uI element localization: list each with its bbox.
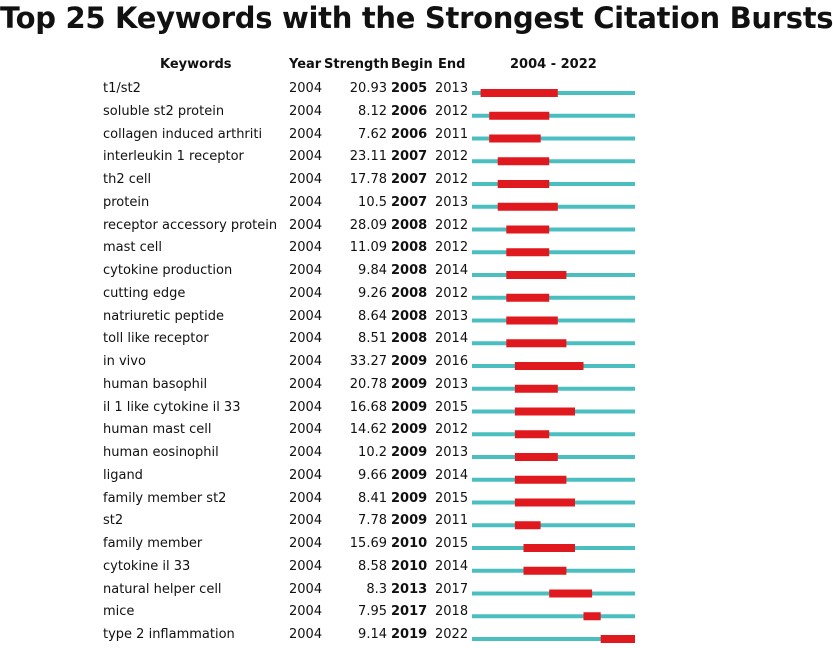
year-cell: 2004 (289, 331, 323, 347)
begin-cell: 2007 (391, 194, 428, 210)
end-cell: 2012 (435, 149, 469, 165)
end-cell: 2012 (435, 172, 469, 187)
keyword-cell: family member (103, 536, 203, 551)
year-cell: 2004 (289, 240, 323, 256)
begin-cell: 2007 (391, 172, 428, 187)
header-strength: Strength (324, 57, 389, 72)
end-cell: 2018 (435, 604, 469, 620)
year-cell: 2004 (289, 536, 323, 551)
keyword-cell: interleukin 1 receptor (103, 149, 244, 165)
begin-cell: 2009 (391, 467, 428, 483)
burst-bar (515, 408, 575, 416)
year-cell: 2004 (289, 354, 323, 369)
begin-cell: 2013 (391, 581, 428, 597)
burst-bar (506, 339, 566, 347)
strength-cell: 11.09 (349, 240, 387, 256)
begin-cell: 2008 (391, 285, 428, 301)
header-timeline: 2004 - 2022 (510, 57, 597, 72)
keyword-cell: ligand (103, 467, 143, 483)
strength-cell: 15.69 (349, 536, 387, 551)
keyword-cell: human basophil (103, 376, 208, 392)
timeline-line (472, 523, 635, 527)
timeline-line (472, 250, 635, 254)
burst-bar (515, 430, 549, 438)
end-cell: 2013 (435, 194, 469, 210)
burst-bar (506, 317, 558, 325)
chart-title: Top 25 Keywords with the Strongest Citation Bursts (0, 1, 833, 35)
strength-cell: 16.68 (349, 399, 387, 415)
keyword-cell: cytokine production (103, 263, 233, 278)
year-cell: 2004 (289, 285, 323, 301)
keyword-cell: cutting edge (103, 285, 186, 301)
keyword-cell: soluble st2 protein (103, 103, 225, 119)
burst-bar (489, 135, 541, 143)
begin-cell: 2008 (391, 217, 428, 233)
keyword-cell: natural helper cell (103, 581, 222, 597)
timeline-line (472, 159, 635, 163)
end-cell: 2011 (435, 513, 469, 529)
year-cell: 2004 (289, 263, 323, 278)
keyword-cell: mice (103, 604, 135, 620)
burst-bar (515, 476, 567, 484)
end-cell: 2013 (435, 376, 469, 392)
begin-cell: 2008 (391, 308, 428, 324)
keyword-cell: in vivo (103, 354, 146, 369)
strength-cell: 10.5 (358, 194, 387, 210)
keyword-cell: protein (103, 194, 150, 210)
strength-cell: 9.66 (358, 467, 387, 483)
burst-bar (506, 226, 549, 234)
begin-cell: 2006 (391, 126, 428, 142)
end-cell: 2016 (435, 354, 469, 369)
begin-cell: 2009 (391, 445, 428, 460)
begin-cell: 2009 (391, 513, 428, 529)
begin-cell: 2010 (391, 558, 428, 574)
keyword-cell: t1/st2 (103, 81, 141, 96)
end-cell: 2011 (435, 126, 469, 142)
burst-bar (601, 635, 635, 643)
begin-cell: 2010 (391, 536, 428, 551)
timeline-line (472, 614, 635, 618)
timeline-line (472, 228, 635, 232)
end-cell: 2013 (435, 308, 469, 324)
strength-cell: 7.95 (358, 604, 387, 620)
begin-cell: 2009 (391, 354, 428, 369)
strength-cell: 9.14 (358, 627, 387, 642)
strength-cell: 8.64 (358, 308, 387, 324)
keyword-cell: natriuretic peptide (103, 308, 225, 324)
year-cell: 2004 (289, 126, 323, 142)
year-cell: 2004 (289, 308, 323, 324)
year-cell: 2004 (289, 490, 323, 506)
year-cell: 2004 (289, 376, 323, 392)
end-cell: 2013 (435, 81, 469, 96)
year-cell: 2004 (289, 558, 323, 574)
burst-bar (498, 157, 550, 165)
strength-cell: 20.78 (349, 376, 387, 392)
timeline-line (472, 296, 635, 300)
year-cell: 2004 (289, 513, 323, 529)
end-cell: 2015 (435, 536, 469, 551)
burst-bar (481, 89, 558, 97)
burst-bar (515, 499, 575, 507)
burst-bar (524, 544, 576, 552)
end-cell: 2014 (435, 263, 469, 278)
begin-cell: 2006 (391, 103, 428, 119)
burst-bar (498, 180, 550, 188)
year-cell: 2004 (289, 399, 323, 415)
timeline-line (472, 182, 635, 186)
year-cell: 2004 (289, 103, 323, 119)
year-cell: 2004 (289, 604, 323, 620)
year-cell: 2004 (289, 217, 323, 233)
keyword-cell: receptor accessory protein (103, 217, 278, 233)
keyword-cell: toll like receptor (103, 331, 209, 347)
end-cell: 2015 (435, 399, 469, 415)
begin-cell: 2008 (391, 240, 428, 256)
strength-cell: 9.84 (358, 263, 387, 278)
strength-cell: 7.78 (358, 513, 387, 529)
end-cell: 2012 (435, 285, 469, 301)
burst-bar (506, 271, 566, 279)
header-year: Year (289, 57, 322, 72)
burst-bar (515, 453, 558, 461)
keyword-cell: il 1 like cytokine il 33 (103, 399, 241, 415)
burst-bar (489, 112, 549, 120)
strength-cell: 10.2 (358, 445, 387, 460)
header-begin: Begin (391, 57, 433, 72)
strength-cell: 8.58 (358, 558, 387, 574)
end-cell: 2022 (435, 627, 469, 642)
end-cell: 2017 (435, 581, 469, 597)
strength-cell: 14.62 (349, 422, 387, 438)
year-cell: 2004 (289, 81, 323, 96)
keyword-cell: mast cell (103, 240, 163, 256)
keyword-cell: human eosinophil (103, 445, 219, 460)
year-cell: 2004 (289, 149, 323, 165)
header-keywords: Keywords (160, 57, 232, 72)
burst-bar (506, 248, 549, 256)
burst-bar (549, 590, 592, 598)
begin-cell: 2007 (391, 149, 428, 165)
burst-bar (506, 294, 549, 302)
begin-cell: 2005 (391, 81, 428, 96)
year-cell: 2004 (289, 194, 323, 210)
year-cell: 2004 (289, 627, 323, 642)
begin-cell: 2019 (391, 627, 428, 642)
strength-cell: 20.93 (349, 81, 387, 96)
end-cell: 2014 (435, 331, 469, 347)
strength-cell: 9.26 (358, 285, 387, 301)
end-cell: 2012 (435, 217, 469, 233)
burst-bar (515, 362, 584, 370)
year-cell: 2004 (289, 172, 323, 187)
year-cell: 2004 (289, 467, 323, 483)
begin-cell: 2008 (391, 331, 428, 347)
burst-bar (515, 521, 541, 529)
begin-cell: 2009 (391, 399, 428, 415)
year-cell: 2004 (289, 422, 323, 438)
end-cell: 2013 (435, 445, 469, 460)
begin-cell: 2009 (391, 376, 428, 392)
keyword-cell: type 2 inflammation (103, 627, 235, 642)
burst-bar (515, 385, 558, 393)
strength-cell: 7.62 (358, 126, 387, 142)
strength-cell: 33.27 (349, 354, 387, 369)
strength-cell: 28.09 (349, 217, 387, 233)
strength-cell: 8.41 (358, 490, 387, 506)
end-cell: 2015 (435, 490, 469, 506)
year-cell: 2004 (289, 445, 323, 460)
end-cell: 2014 (435, 467, 469, 483)
begin-cell: 2017 (391, 604, 428, 620)
burst-bar (524, 567, 567, 575)
burst-bar (584, 612, 601, 620)
strength-cell: 8.51 (358, 331, 387, 347)
strength-cell: 17.78 (349, 172, 387, 187)
burst-bar (498, 203, 558, 211)
header-end: End (438, 57, 466, 72)
strength-cell: 8.3 (366, 581, 387, 597)
begin-cell: 2008 (391, 263, 428, 278)
year-cell: 2004 (289, 581, 323, 597)
timeline-line (472, 432, 635, 436)
begin-cell: 2009 (391, 422, 428, 438)
strength-cell: 8.12 (358, 103, 387, 119)
keyword-cell: human mast cell (103, 422, 212, 438)
end-cell: 2012 (435, 103, 469, 119)
end-cell: 2014 (435, 558, 469, 574)
keyword-cell: st2 (103, 513, 124, 529)
keyword-cell: collagen induced arthriti (103, 126, 263, 142)
strength-cell: 23.11 (349, 149, 387, 165)
end-cell: 2012 (435, 422, 469, 438)
begin-cell: 2009 (391, 490, 428, 506)
end-cell: 2012 (435, 240, 469, 256)
keyword-cell: cytokine il 33 (103, 558, 191, 574)
keyword-cell: th2 cell (103, 172, 152, 187)
keyword-cell: family member st2 (103, 490, 227, 506)
